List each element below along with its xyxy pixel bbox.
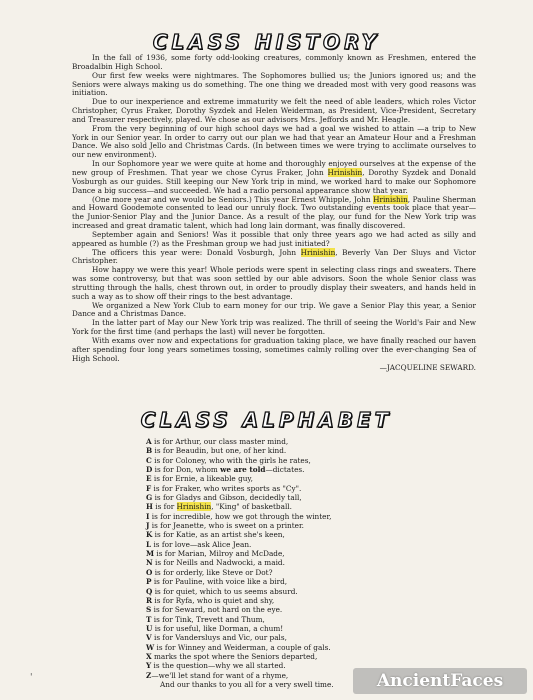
alphabet-line [146, 474, 446, 483]
alphabet-line [146, 530, 446, 539]
alphabet-line [146, 568, 446, 577]
author-signature: —JACQUELINE SEWARD. [379, 362, 476, 372]
history-paragraph: September again and Seniors! Was it possible that only three years ago we had acted as silly and appeared as humble (?) as the Freshman group we had just initiated? [72, 229, 476, 248]
class-history-heading: CLASS HISTORY [152, 30, 381, 54]
history-paragraph: Due to our inexperience and extreme immaturity we felt the need of able leaders, which roles Victor Christopher, Cyrus Fraker, Dorothy Syzdek and Helen Weiderman, as President, Vice-President, Secretary and Treasurer respectively, played. We chose as our advisors Mrs. Jeffords and Mr. Heagle. [72, 97, 476, 124]
alphabet-line [146, 587, 446, 596]
alphabet-letter: K [146, 530, 153, 540]
alphabet-text: is for Coloney, who with the girls he rates, [154, 455, 311, 465]
alphabet-text: is for Hrinishin, "King" of basketball. [155, 502, 292, 512]
bold-text: we are told [220, 465, 266, 475]
alphabet-text: is for Pauline, with voice like a bird, [153, 577, 288, 587]
highlighted-name: Hrinishin [327, 167, 363, 177]
alphabet-line [146, 605, 446, 614]
alphabet-line [146, 633, 446, 642]
ancientfaces-watermark-logo: AncientFaces [353, 668, 527, 694]
alphabet-letter: M [146, 549, 155, 559]
class-alphabet-list [146, 437, 446, 689]
alphabet-line [146, 493, 446, 502]
alphabet-text: is for Vandersluys and Vic, our pals, [154, 633, 287, 643]
alphabet-letter: Y [146, 661, 152, 671]
alphabet-letter: G [146, 493, 153, 503]
alphabet-line [146, 502, 446, 511]
alphabet-letter: W [146, 642, 155, 652]
alphabet-letter: H [146, 502, 153, 512]
class-history-body [72, 54, 476, 372]
history-paragraph: We organized a New York Club to earn money for our trip. We gave a Senior Play this year, a Senior Dance and a Christmas Dance. [72, 300, 476, 319]
alphabet-closing-line: And our thanks to you all for a very swell time. [160, 679, 334, 689]
alphabet-letter: I [146, 511, 150, 521]
alphabet-text: is for Winney and Weiderman, a couple of gals. [156, 642, 331, 652]
alphabet-letter: B [146, 446, 153, 456]
alphabet-line [146, 512, 446, 521]
alphabet-text: is for Fraker, who writes sports as "Cy". [153, 483, 302, 493]
history-paragraph: With exams over now and expectations for graduation taking place, we have finally reached our haven after spending four long years sometimes tossing, sometimes calmly rolling over the ever-changing Sea of High School. —JACQUELINE SEWARD. [72, 336, 476, 372]
alphabet-text: is for useful, like Dorman, a chum! [154, 623, 284, 633]
alphabet-line [146, 540, 446, 549]
alphabet-text: is for Neills and Nadwocki, a maid. [155, 558, 285, 568]
alphabet-line [146, 456, 446, 465]
alphabet-letter: J [146, 521, 150, 531]
alphabet-letter: S [146, 605, 152, 615]
history-paragraph: How happy we were this year! Whole periods were spent in selecting class rings and sweaters. There was some controversy, but that was soon settled by our able advisors. Soon the whole Senior class was strutting through the halls, chest thrown out, in order to proudly display their sweaters, and hands held in such a way as to show off their rings to the best advantage. [72, 265, 476, 301]
alphabet-text: is for Ryfa, who is quiet and shy, [154, 595, 275, 605]
alphabet-letter: F [146, 483, 152, 493]
alphabet-line [146, 437, 446, 446]
alphabet-text: is for Tink, Trevett and Thum, [153, 614, 265, 624]
history-paragraph: In our Sophomore year we were quite at home and thoroughly enjoyed ourselves at the expense of the new group of Freshmen. That year we chose Cyrus Fraker, John Hrinishin, Dorothy Syzdek and Donald Vosburgh as our guides. Still keeping our New York trip in mind, we worked hard to make our Sophomore Dance a big success—and succeeded. We had a radio personal appearance show that year. [72, 159, 476, 195]
highlighted-name: Hrinishin [176, 502, 212, 512]
alphabet-letter: O [146, 567, 153, 577]
alphabet-text: is for love—ask Alice Jean. [153, 539, 252, 549]
highlighted-name: Hrinishin [300, 247, 336, 257]
alphabet-text: is for Beaudin, but one, of her kind. [154, 446, 287, 456]
alphabet-line [146, 577, 446, 586]
alphabet-line [146, 521, 446, 530]
alphabet-letter: E [146, 474, 152, 484]
alphabet-letter: T [146, 614, 152, 624]
alphabet-text: is for Jeanette, who is sweet on a printer. [151, 521, 304, 531]
history-paragraph: The officers this year were: Donald Vosburgh, John Hrinishin, Beverly Van Der Sluys and Victor Christopher. [72, 247, 477, 266]
alphabet-text: is for Don, whom we are told—dictates. [154, 465, 305, 475]
alphabet-text: is for incredible, how we got through the winter, [151, 511, 332, 521]
alphabet-text: is for Arthur, our class master mind, [154, 437, 289, 446]
alphabet-text: marks the spot where the Seniors departed, [154, 651, 318, 661]
alphabet-letter: Z [146, 670, 152, 680]
highlighted-name: Hrinishin [373, 194, 408, 204]
alphabet-letter: R [146, 595, 153, 605]
alphabet-line [146, 549, 446, 558]
alphabet-text: is for Katie, as an artist she's keen, [154, 530, 285, 540]
alphabet-line [146, 615, 446, 624]
alphabet-text: is the question—why we all started. [153, 661, 286, 671]
history-paragraph: In the latter part of May our New York trip was realized. The thrill of seeing the World's Fair and New York for the first time (and perhaps the last) will never be forgotten. [72, 318, 476, 337]
alphabet-letter: U [146, 623, 153, 633]
alphabet-text: —we'll let stand for want of a rhyme, [151, 670, 289, 680]
alphabet-letter: L [146, 539, 152, 549]
alphabet-line [146, 624, 446, 633]
alphabet-letter: X [146, 651, 152, 661]
alphabet-line [146, 596, 446, 605]
alphabet-text: is for Gladys and Gibson, decidedly tall, [154, 493, 302, 503]
alphabet-line [146, 652, 446, 661]
history-paragraph: In the fall of 1936, some forty odd-looking creatures, commonly known as Freshmen, entered the Broadalbin High School. [72, 53, 476, 71]
alphabet-letter: V [146, 633, 152, 643]
history-paragraph: From the very beginning of our high school days we had a goal we wished to attain —a trip to New York in our Senior year. In order to carry out our plan we had that year an Amateur Hour and a Freshman Dance. We also sold Jello and Christmas Cards. (In between times we were trying to acclimate ourselves to our new environment). [72, 123, 476, 160]
alphabet-letter: Q [146, 586, 153, 596]
alphabet-letter: A [146, 437, 152, 446]
history-paragraph: Our first few weeks were nightmares. The Sophomores bullied us; the Juniors ignored us; and the Seniors were always making us do something. The one thing we dreaded most with very good reasons was initiation. [72, 70, 476, 98]
class-alphabet-heading: CLASS ALPHABET [140, 408, 393, 432]
history-paragraph: (One more year and we would be Seniors.) This year Ernest Whipple, John Hrinishin, Pauline Sherman and Howard Goodemote consented to lead our unruly flock. Two outstanding events took place that year—the Junior-Senior Play and the Junior Dance. As a result of the play, our fund for the New York trip was increased and great dramatic talent, which had long lain dormant, was finally discovered. [72, 194, 476, 231]
alphabet-text: is for Ernie, a likeable guy, [153, 474, 253, 484]
alphabet-letter: N [146, 558, 153, 568]
alphabet-text: is for Seward, not hard on the eye. [153, 605, 283, 615]
page-mark: ' [30, 673, 33, 683]
alphabet-line [146, 643, 446, 652]
alphabet-letter: C [146, 455, 152, 465]
alphabet-text: is for Marian, Milroy and McDade, [156, 549, 285, 559]
alphabet-line [146, 484, 446, 493]
alphabet-text: is for orderly, like Steve or Dot? [154, 567, 273, 577]
alphabet-letter: P [146, 577, 152, 587]
alphabet-line [146, 465, 446, 474]
alphabet-text: is for quiet, which to us seems absurd. [154, 586, 298, 596]
alphabet-line [146, 558, 446, 567]
alphabet-letter: D [146, 465, 153, 475]
alphabet-line [146, 446, 446, 455]
